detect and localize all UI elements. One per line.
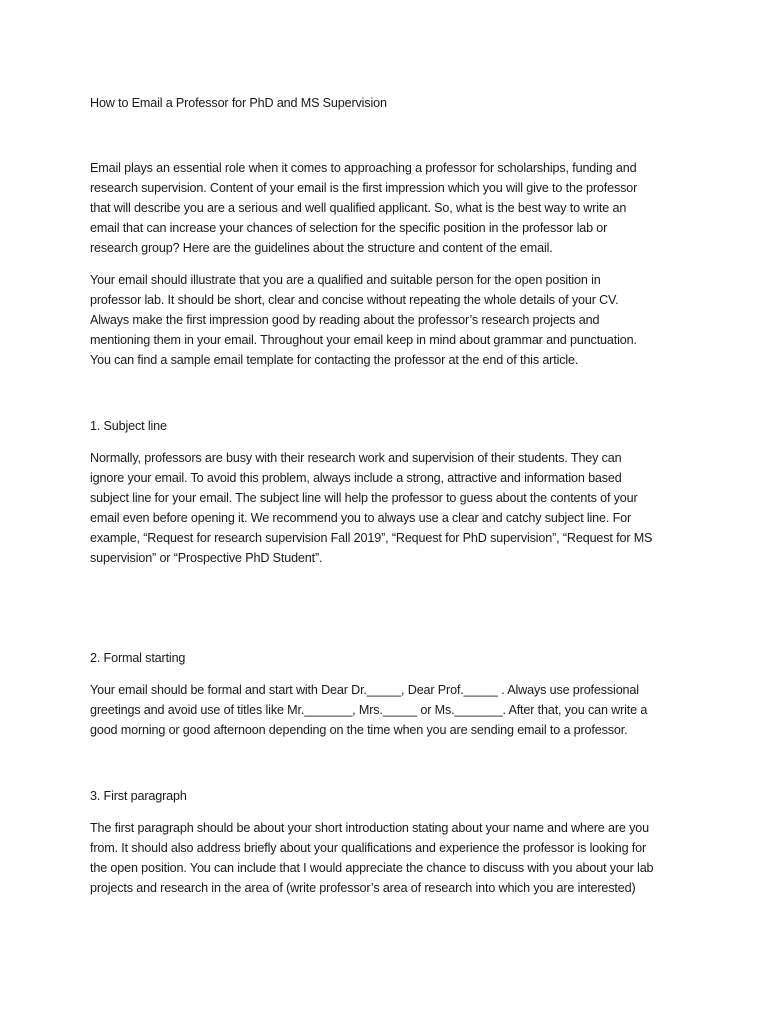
text-line: Normally, professors are busy with their research work and supervision of their students. They can (90, 451, 622, 465)
heading-text: 3. First paragraph (90, 789, 187, 803)
intro-paragraph-1 (90, 158, 690, 258)
section-heading-first-paragraph (90, 786, 690, 806)
section-heading-subject-line (90, 416, 690, 436)
text-line: You can find a sample email template for contacting the professor at the end of this article. (90, 353, 579, 367)
heading-text: 2. Formal starting (90, 651, 186, 665)
text-line: Email plays an essential role when it comes to approaching a professor for scholarships, funding and (90, 161, 637, 175)
text-line: subject line for your email. The subject line will help the professor to guess about the contents of your (90, 491, 638, 505)
section-body-subject-line (90, 448, 690, 568)
section-body-first-paragraph (90, 818, 690, 898)
text-line: email that can increase your chances of selection for the specific position in the professor lab or (90, 221, 608, 235)
text-line: research group? Here are the guidelines about the structure and content of the email. (90, 241, 553, 255)
text-line: Your email should be formal and start with Dear Dr._____, Dear Prof._____ . Always use professional (90, 683, 639, 697)
text-line: Always make the first impression good by reading about the professor’s research projects and (90, 313, 600, 327)
section-body-formal-starting (90, 680, 690, 740)
text-line: Your email should illustrate that you are a qualified and suitable person for the open position in (90, 273, 601, 287)
text-line: email even before opening it. We recommend you to always use a clear and catchy subject line. For (90, 511, 632, 525)
intro-paragraph-2 (90, 270, 690, 370)
text-line: example, “Request for research supervision Fall 2019”, “Request for PhD supervision”, “Request for MS (90, 531, 653, 545)
text-line: research supervision. Content of your email is the first impression which you will give to the professor (90, 181, 638, 195)
text-line: ignore your email. To avoid this problem, always include a strong, attractive and information based (90, 471, 622, 485)
document-title (90, 93, 690, 113)
text-line: good morning or good afternoon depending on the time when you are sending email to a professor. (90, 723, 628, 737)
text-line: professor lab. It should be short, clear and concise without repeating the whole details of your CV. (90, 293, 619, 307)
text-line: greetings and avoid use of titles like Mr._______, Mrs._____ or Ms._______. After that, you can write a (90, 703, 648, 717)
title-line: How to Email a Professor for PhD and MS Supervision (90, 96, 387, 110)
text-line: projects and research in the area of (write professor’s area of research into which you are interested) (90, 881, 636, 895)
text-line: The first paragraph should be about your short introduction stating about your name and where are you (90, 821, 649, 835)
text-line: supervision” or “Prospective PhD Student”. (90, 551, 323, 565)
text-line: mentioning them in your email. Throughout your email keep in mind about grammar and punctuation. (90, 333, 637, 347)
heading-text: 1. Subject line (90, 419, 167, 433)
text-line: from. It should also address briefly about your qualifications and experience the professor is looking for (90, 841, 647, 855)
section-heading-formal-starting (90, 648, 690, 668)
text-line: the open position. You can include that I would appreciate the chance to discuss with you about your lab (90, 861, 654, 875)
text-line: that will describe you are a serious and well qualified applicant. So, what is the best way to write an (90, 201, 627, 215)
